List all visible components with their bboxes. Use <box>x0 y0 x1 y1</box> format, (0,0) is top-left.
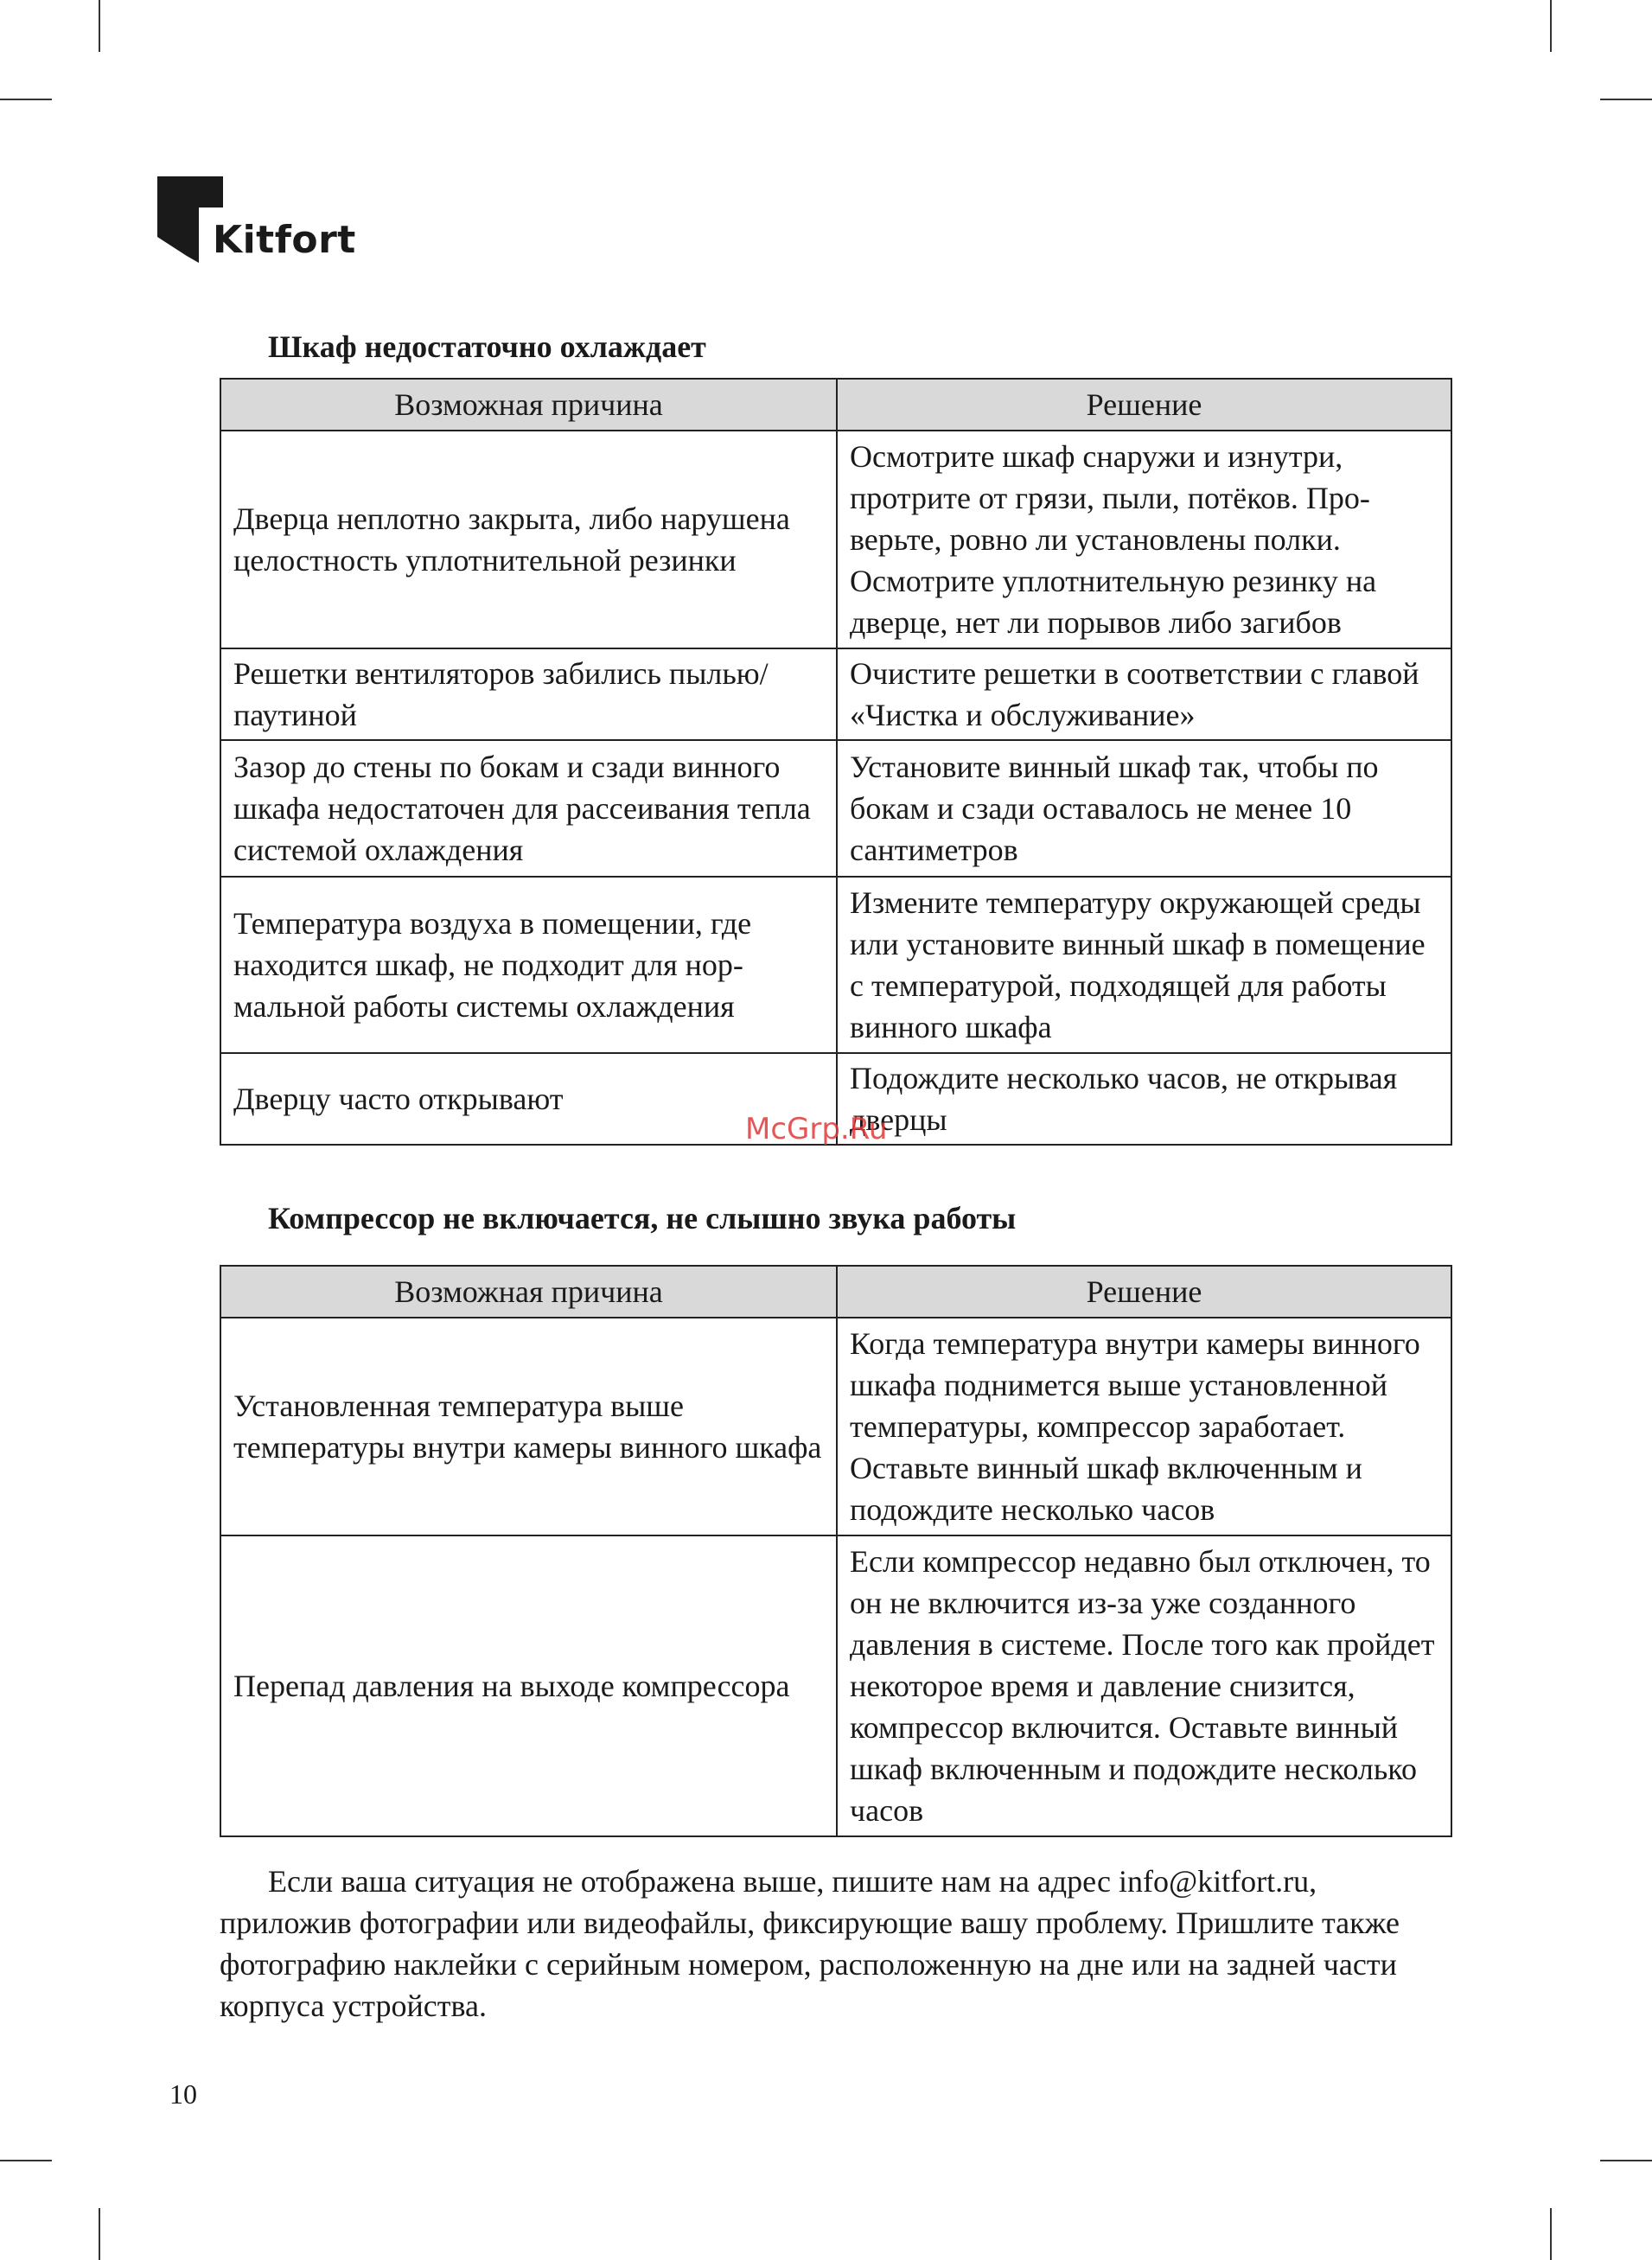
solution-cell: Осмотрите шкаф снаружи и изнутри, протрите от грязи, пыли, потёков. Проверьте, ровно ли установлены полки. Осмотрите уплотнительную резинку на дверце, нет ли порывов либо загибов <box>837 431 1451 648</box>
table-row <box>220 648 1451 740</box>
table-row <box>220 877 1451 1053</box>
troubleshooting-table-cooling <box>220 378 1452 1146</box>
crop-mark <box>1600 2160 1652 2161</box>
crop-mark <box>1550 2208 1552 2260</box>
page-number: 10 <box>169 2078 197 2110</box>
brand-name: Kitfort <box>213 218 356 262</box>
table-header-row <box>220 1266 1451 1318</box>
cause-cell: Перепад давления на выходе компрессора <box>220 1535 837 1836</box>
table-header-row <box>220 379 1451 431</box>
table-row <box>220 740 1451 877</box>
cause-cell: Дверцу часто открывают <box>220 1053 837 1145</box>
table-row <box>220 431 1451 648</box>
table-row <box>220 1535 1451 1836</box>
kitfort-logo <box>156 173 356 268</box>
solution-cell: Установите винный шкаф так, чтобы по бокам и сзади оставалось не менее 10 сантиметров <box>837 740 1451 877</box>
cause-cell: Зазор до стены по бокам и сзади винного шкафа недостаточен для рассеивания тепла системой охлаждения <box>220 740 837 877</box>
solution-cell: Очистите решетки в соответствии с главой «Чистка и обслуживание» <box>837 648 1451 740</box>
table-row <box>220 1318 1451 1535</box>
cause-cell: Решетки вентиляторов забились пылью/паутиной <box>220 648 837 740</box>
cause-cell: Температура воздуха в помещении, где находится шкаф, не подходит для нормальной работы системы охлаждения <box>220 877 837 1053</box>
crop-mark <box>99 2208 100 2260</box>
crop-mark <box>0 99 52 100</box>
section-title-compressor: Компрессор не включается, не слышно звука работы <box>268 1201 1017 1235</box>
header-cause: Возможная причина <box>220 379 837 431</box>
crop-mark <box>1600 99 1652 100</box>
cause-cell: Установленная температура выше температуры внутри камеры винного шкафа <box>220 1318 837 1535</box>
troubleshooting-table-compressor <box>220 1265 1452 1837</box>
section-title-cooling: Шкаф недостаточно охлаждает <box>268 329 706 364</box>
watermark: McGrp.Ru <box>745 1112 888 1146</box>
header-solution: Решение <box>837 1266 1451 1318</box>
solution-cell: Подождите несколько часов, не открывая дверцы <box>837 1053 1451 1145</box>
crop-mark <box>0 2160 52 2161</box>
cause-cell: Дверца неплотно закрыта, либо нарушена целостность уплотнительной резинки <box>220 431 837 648</box>
crop-mark <box>1550 0 1552 52</box>
crop-mark <box>99 0 100 52</box>
header-cause: Возможная причина <box>220 1266 837 1318</box>
header-solution: Решение <box>837 379 1451 431</box>
solution-cell: Если компрессор недавно был отключен, то он не включится из-за уже созданного давления в системе. После того как пройдет некоторое время и давление снизится, компрессор включится. Оставьте винный шкаф включенным и подождите несколько часов <box>837 1535 1451 1836</box>
solution-cell: Когда температура внутри камеры винного шкафа поднимется выше установленной температуры, компрессор заработает. Оставьте винный шкаф включенным и подождите несколько часов <box>837 1318 1451 1535</box>
contact-paragraph: Если ваша ситуация не отображена выше, пишите нам на адрес info@kitfort.ru, приложив фотографии или видеофайлы, фиксирующие вашу проблему. Пришлите также фотографию наклейки с серийным номером, расположенную на дне или на задней части корпуса устройства. <box>220 1864 1400 2023</box>
solution-cell: Измените температуру окружающей среды или установите винный шкаф в помещение с температурой, подходящей для работы винного шкафа <box>837 877 1451 1053</box>
